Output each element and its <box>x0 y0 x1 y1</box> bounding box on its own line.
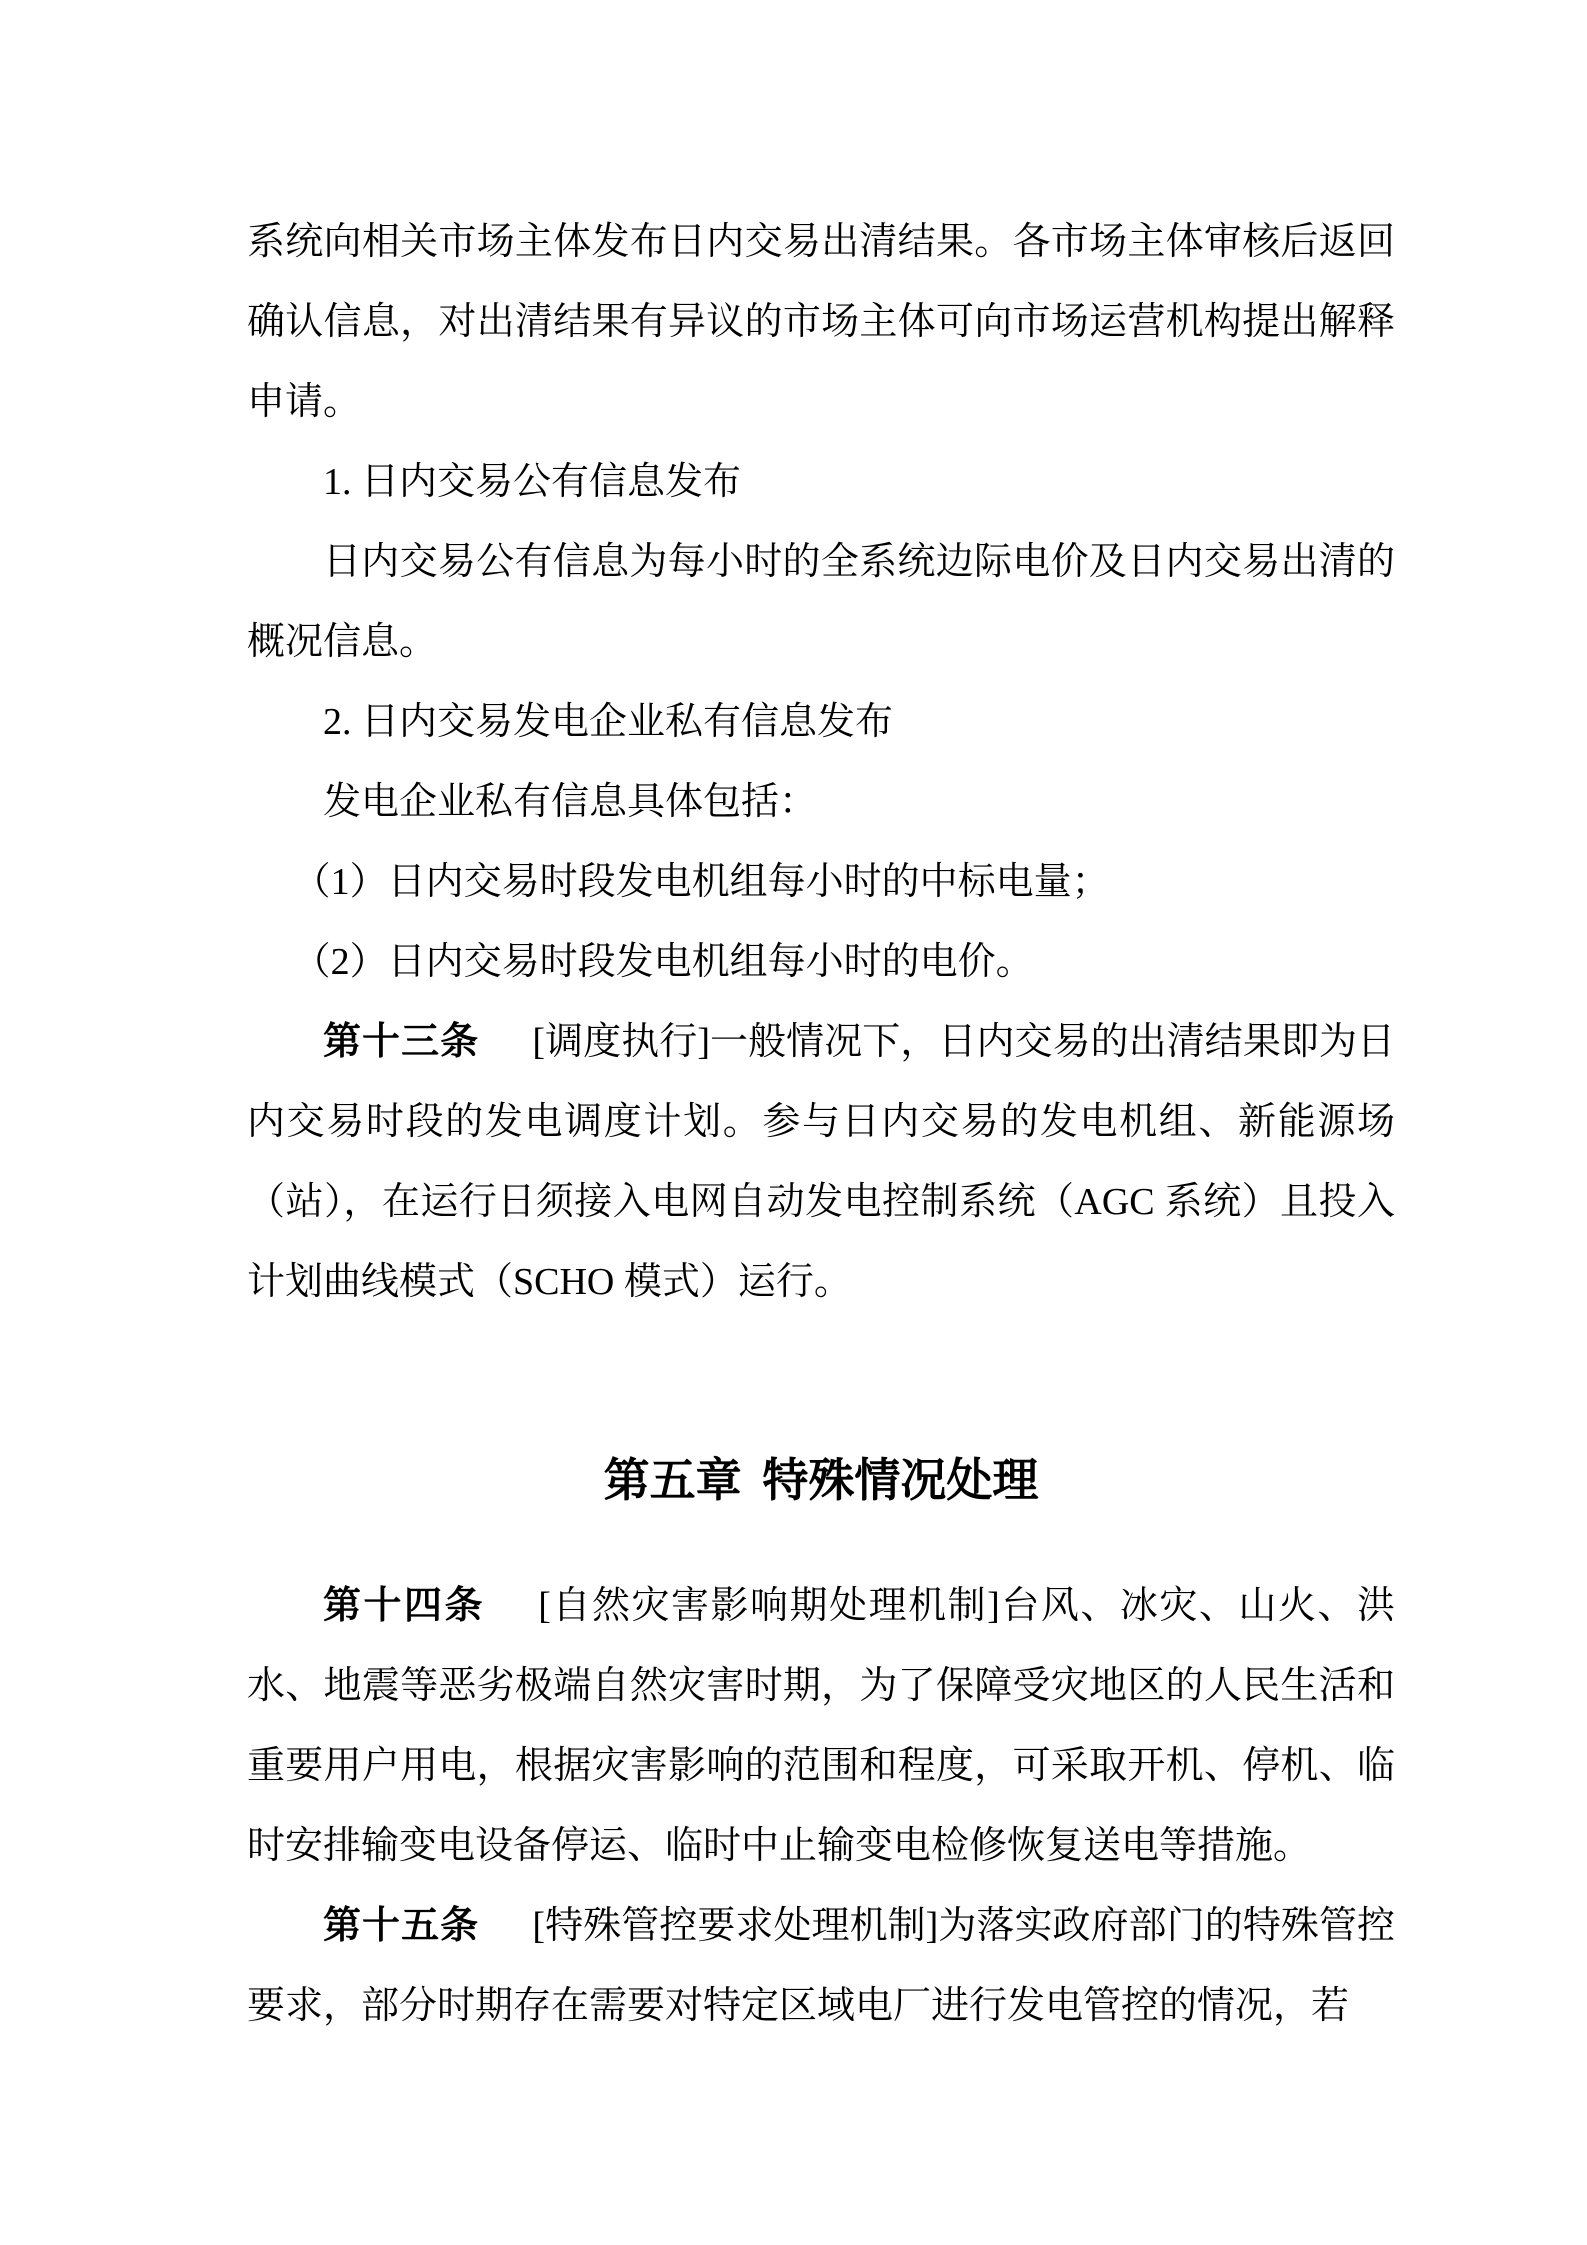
paragraph-clearing-result-continuation: 系统向相关市场主体发布日内交易出清结果。各市场主体审核后返回确认信息，对出清结果有异议的市场主体可向市场运营机构提出解释申请。 <box>247 221 1395 423</box>
list-item-1: （1）日内交易时段发电机组每小时的中标电量； <box>292 861 1110 903</box>
paragraph-public-info: 日内交易公有信息为每小时的全系统边际电价及日内交易出清的概况信息。 <box>247 541 1395 663</box>
article-13-body: [调度执行]一般情况下，日内交易的出清结果即为日内交易时段的发电调度计划。参与日内交易的发电机组、新能源场（站），在运行日须接入电网自动发电控制系统（AGC 系统）且投入计划曲线模式（SCHO 模式）运行。 <box>247 1021 1395 1303</box>
article-14-body: [自然灾害影响期处理机制]台风、冰灾、山火、洪水、地震等恶劣极端自然灾害时期，为了保障受灾地区的人民生活和重要用户用电，根据灾害影响的范围和程度，可采取开机、停机、临时安排输变电设备停运、临时中止输变电检修恢复送电等措施。 <box>247 1585 1395 1867</box>
paragraph-private-info-intro: 发电企业私有信息具体包括： <box>323 781 818 823</box>
article-13-number: 第十三条 <box>323 1021 480 1063</box>
list-item-2: （2）日内交易时段发电机组每小时的电价。 <box>292 941 1034 983</box>
numbered-item-1-heading: 1. 日内交易公有信息发布 <box>323 461 742 503</box>
article-15-number: 第十五条 <box>323 1905 480 1947</box>
numbered-item-2-heading: 2. 日内交易发电企业私有信息发布 <box>323 701 894 743</box>
article-14 <box>247 1566 1395 1886</box>
chapter-5-title: 特殊情况处理 <box>762 1454 1039 1506</box>
article-15-body: [特殊管控要求处理机制]为落实政府部门的特殊管控要求，部分时期存在需要对特定区域电厂进行发电管控的情况，若 <box>247 1905 1395 2027</box>
article-13 <box>247 1002 1395 1322</box>
article-15 <box>247 1886 1395 2046</box>
article-14-number: 第十四条 <box>323 1585 486 1627</box>
chapter-5-heading <box>247 1440 1395 1520</box>
chapter-5-number: 第五章 <box>603 1454 742 1506</box>
